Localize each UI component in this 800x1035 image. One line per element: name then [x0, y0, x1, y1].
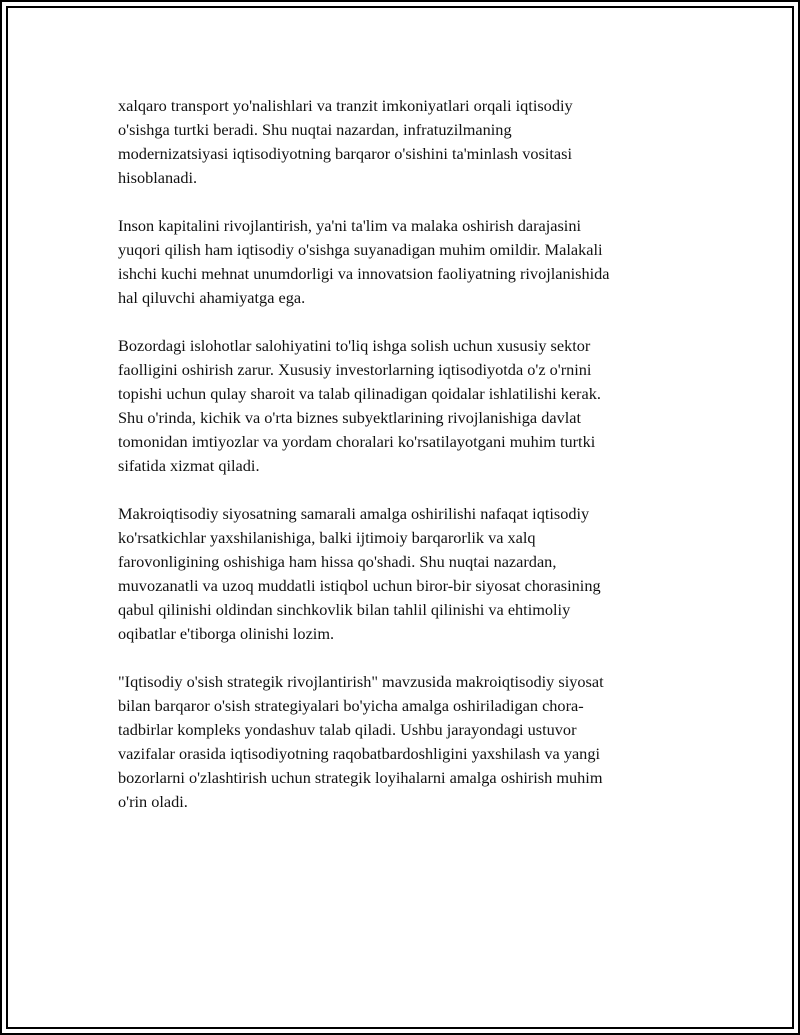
text-line: Bozordagi islohotlar salohiyatini to'liq ishga solish uchun xususiy sektor — [118, 336, 591, 355]
text-line: vazifalar orasida iqtisodiyotning raqobatbardoshligini yaxshilash va yangi — [118, 744, 600, 763]
text-line: topishi uchun qulay sharoit va talab qilinadigan qoidalar ishlatilishi kerak. — [118, 384, 601, 403]
paragraph-5 — [118, 670, 678, 814]
text-line: faolligini oshirish zarur. Xususiy investorlarning iqtisodiyotda o'z o'rnini — [118, 360, 592, 379]
paragraph-2 — [118, 214, 678, 310]
text-line: o'sishga turtki beradi. Shu nuqtai nazardan, infratuzilmaning — [118, 120, 512, 139]
text-line: ishchi kuchi mehnat unumdorligi va innovatsion faoliyatning rivojlanishida — [118, 264, 610, 283]
text-line: Inson kapitalini rivojlantirish, ya'ni ta'lim va malaka oshirish darajasini — [118, 216, 581, 235]
text-line: bozorlarni o'zlashtirish uchun strategik loyihalarni amalga oshirish muhim — [118, 768, 603, 787]
paragraph-1 — [118, 94, 678, 190]
text-line: Makroiqtisodiy siyosatning samarali amalga oshirilishi nafaqat iqtisodiy — [118, 504, 590, 523]
document-body — [118, 94, 678, 838]
text-line: "Iqtisodiy o'sish strategik rivojlantirish" mavzusida makroiqtisodiy siyosat — [118, 672, 604, 691]
text-line: ko'rsatkichlar yaxshilanishiga, balki ijtimoiy barqarorlik va xalq — [118, 528, 536, 547]
text-line: muvozanatli va uzoq muddatli istiqbol uchun biror-bir siyosat chorasining — [118, 576, 601, 595]
text-line: o'rin oladi. — [118, 792, 188, 811]
text-line: yuqori qilish ham iqtisodiy o'sishga suyanadigan muhim omildir. Malakali — [118, 240, 603, 259]
text-line: hal qiluvchi ahamiyatga ega. — [118, 288, 306, 307]
text-line: sifatida xizmat qiladi. — [118, 456, 260, 475]
paragraph-4 — [118, 502, 678, 646]
text-line: Shu o'rinda, kichik va o'rta biznes subyektlarining rivojlanishiga davlat — [118, 408, 581, 427]
text-line: tadbirlar kompleks yondashuv talab qiladi. Ushbu jarayondagi ustuvor — [118, 720, 577, 739]
text-line: modernizatsiyasi iqtisodiyotning barqaror o'sishini ta'minlash vositasi — [118, 144, 572, 163]
paragraph-3 — [118, 334, 678, 478]
text-line: farovonligining oshishiga ham hissa qo'shadi. Shu nuqtai nazardan, — [118, 552, 557, 571]
text-line: hisoblanadi. — [118, 168, 198, 187]
text-line: tomonidan imtiyozlar va yordam choralari ko'rsatilayotgani muhim turtki — [118, 432, 596, 451]
text-line: qabul qilinishi oldindan sinchkovlik bilan tahlil qilinishi va ehtimoliy — [118, 600, 571, 619]
text-line: oqibatlar e'tiborga olinishi lozim. — [118, 624, 335, 643]
text-line: xalqaro transport yo'nalishlari va tranzit imkoniyatlari orqali iqtisodiy — [118, 96, 573, 115]
text-line: bilan barqaror o'sish strategiyalari bo'yicha amalga oshiriladigan chora- — [118, 696, 584, 715]
